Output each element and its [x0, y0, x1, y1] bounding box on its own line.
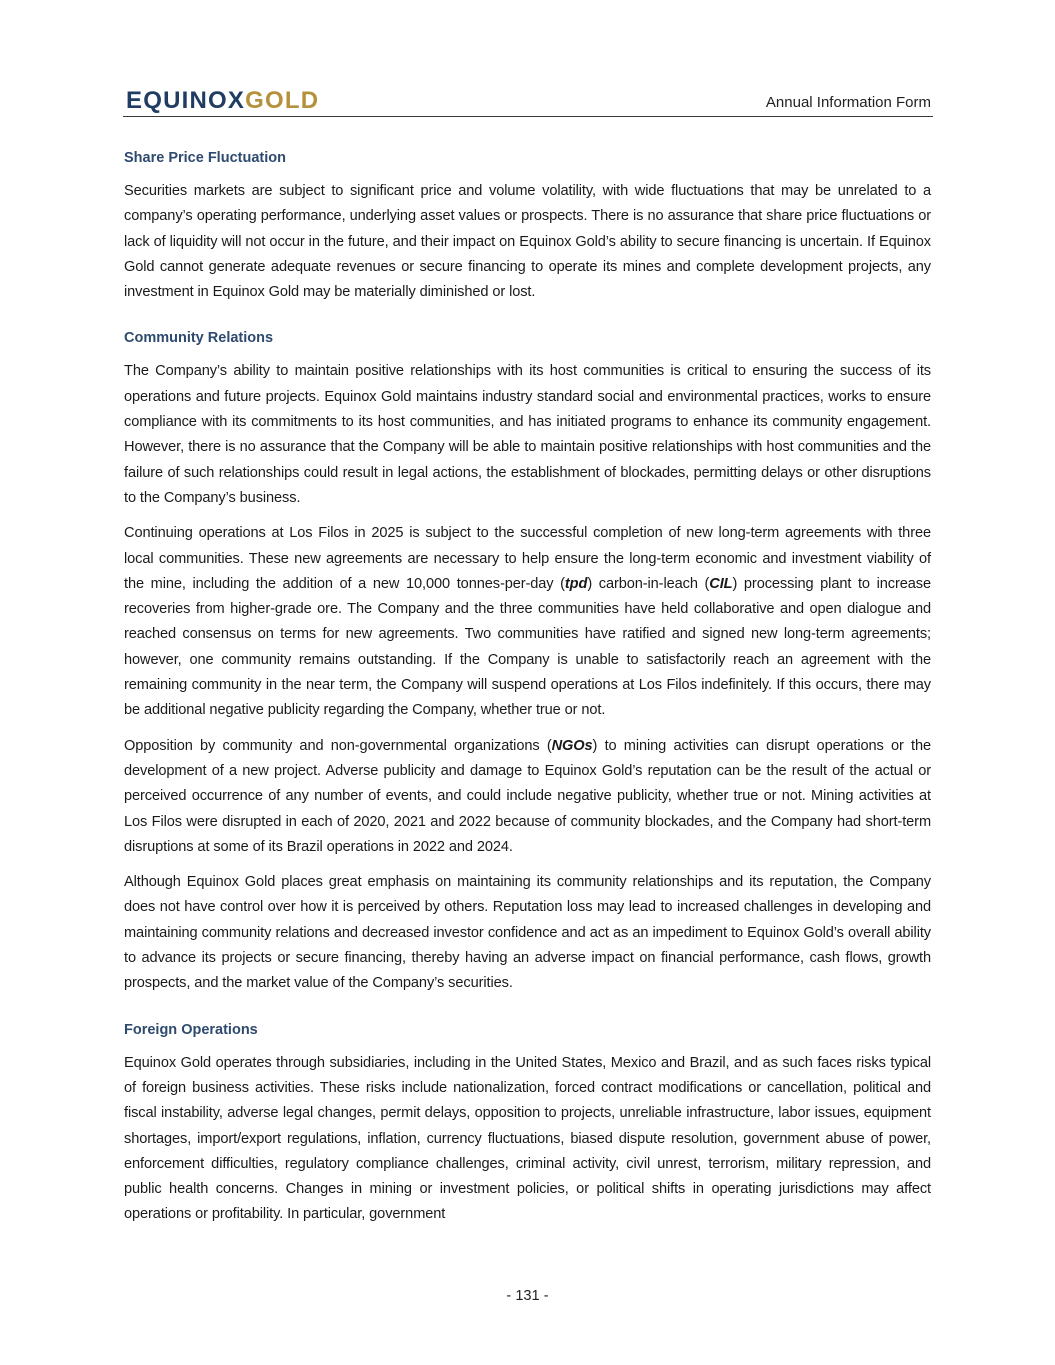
page-header: [123, 86, 933, 117]
logo-text-equinox: EQUINOX: [126, 87, 246, 114]
equinox-gold-logo: [126, 88, 319, 114]
text-run: ) carbon-in-leach (: [587, 575, 710, 592]
text-run: Continuing operations at Los Filos in 2025 is subject to the successful completion of new long-term agreements with three local communities. These new agreements are necessary to help ensure the long-term economic and investment viability of the mine, including the addition of a new 10,000 tonnes-per-day (: [124, 525, 931, 592]
defined-term-ngos: NGOs: [551, 737, 593, 754]
page-number: - 131 -: [506, 1288, 549, 1304]
document-title: Annual Information Form: [765, 94, 931, 111]
section-spacer: [124, 315, 931, 327]
text-run: ) to mining activities can disrupt operations or the development of a new project. Adverse publicity and damage to Equinox Gold’s reputation can be the result of the actual or perceived occurrence of any number of events, and could include negative publicity, whether true or not. Mining activities at Los Filos were disrupted in each of 2020, 2021 and 2022 because of community blockades, and the Company had short-term disruptions at some of its Brazil operations in 2022 and 2024.: [124, 737, 931, 855]
logo-text-gold: GOLD: [245, 87, 320, 114]
paragraph-community-2: [124, 521, 931, 723]
heading-community-relations: Community Relations: [124, 330, 274, 347]
defined-term-cil: CIL: [709, 575, 733, 592]
paragraph-foreign-1: Equinox Gold operates through subsidiaries, including in the United States, Mexico and Brazil, and as such faces risks typical of foreign business activities. These risks include nationalization, forced contract modifications or cancellation, political and fiscal instability, adverse legal changes, permit delays, opposition to projects, unreliable infrastructure, labor issues, equipment shortages, import/export regulations, inflation, currency fluctuations, biased dispute resolution, government abuse of power, enforcement difficulties, regulatory compliance challenges, criminal activity, civil unrest, terrorism, military repression, and public health concerns. Changes in mining or investment policies, or political shifts in operating jurisdictions may affect operations or profitability. In particular, government: [124, 1054, 931, 1223]
page-body: [124, 147, 931, 1238]
paragraph-community-4: Although Equinox Gold places great emphasis on maintaining its community relationships and its reputation, the Company does not have control over how it is perceived by others. Reputation loss may lead to increased challenges in developing and maintaining community relations and decreased investor confidence and act as an impediment to Equinox Gold’s overall ability to advance its projects or secure financing, thereby having an adverse impact on financial performance, cash flows, growth prospects, and the market value of the Company’s securities.: [124, 874, 931, 992]
paragraph-community-3: [124, 734, 931, 860]
paragraph-community-1: The Company’s ability to maintain positive relationships with its host communities is critical to ensuring the success of its operations and future projects. Equinox Gold maintains industry standard social and environmental practices, works to ensure compliance with its commitments to its host communities, and has initiated programs to enhance its community engagement. However, there is no assurance that the Company will be able to maintain positive relationships with host communities and the failure of such relationships could result in legal actions, the establishment of blockades, permitting delays or other disruptions to the Company’s business.: [124, 363, 931, 506]
text-run: Opposition by community and non-governmental organizations (: [124, 737, 552, 754]
section-spacer: [124, 1007, 931, 1019]
text-run: ) processing plant to increase recoveries from higher-grade ore. The Company and the three communities have held collaborative and open dialogue and reached consensus on terms for new agreements. Two communities have ratified and signed new long-term agreements; however, one community remains outstanding. If the Company is unable to satisfactorily reach an agreement with the remaining community in the near term, the Company will suspend operations at Los Filos indefinitely. If this occurs, there may be additional negative publicity regarding the Company, whether true or not.: [124, 575, 931, 719]
heading-share-price-fluctuation: Share Price Fluctuation: [124, 150, 286, 166]
paragraph-share-price-1: Securities markets are subject to significant price and volume volatility, with wide fluctuations that may be unrelated to a company’s operating performance, underlying asset values or prospects. There is no assurance that share price fluctuations or lack of liquidity will not occur in the future, and their impact on Equinox Gold’s ability to secure financing is uncertain. If Equinox Gold cannot generate adequate revenues or secure financing to operate its mines and complete development projects, any investment in Equinox Gold may be materially diminished or lost.: [124, 183, 931, 301]
defined-term-tpd: tpd: [564, 575, 588, 592]
heading-foreign-operations: Foreign Operations: [124, 1021, 258, 1038]
